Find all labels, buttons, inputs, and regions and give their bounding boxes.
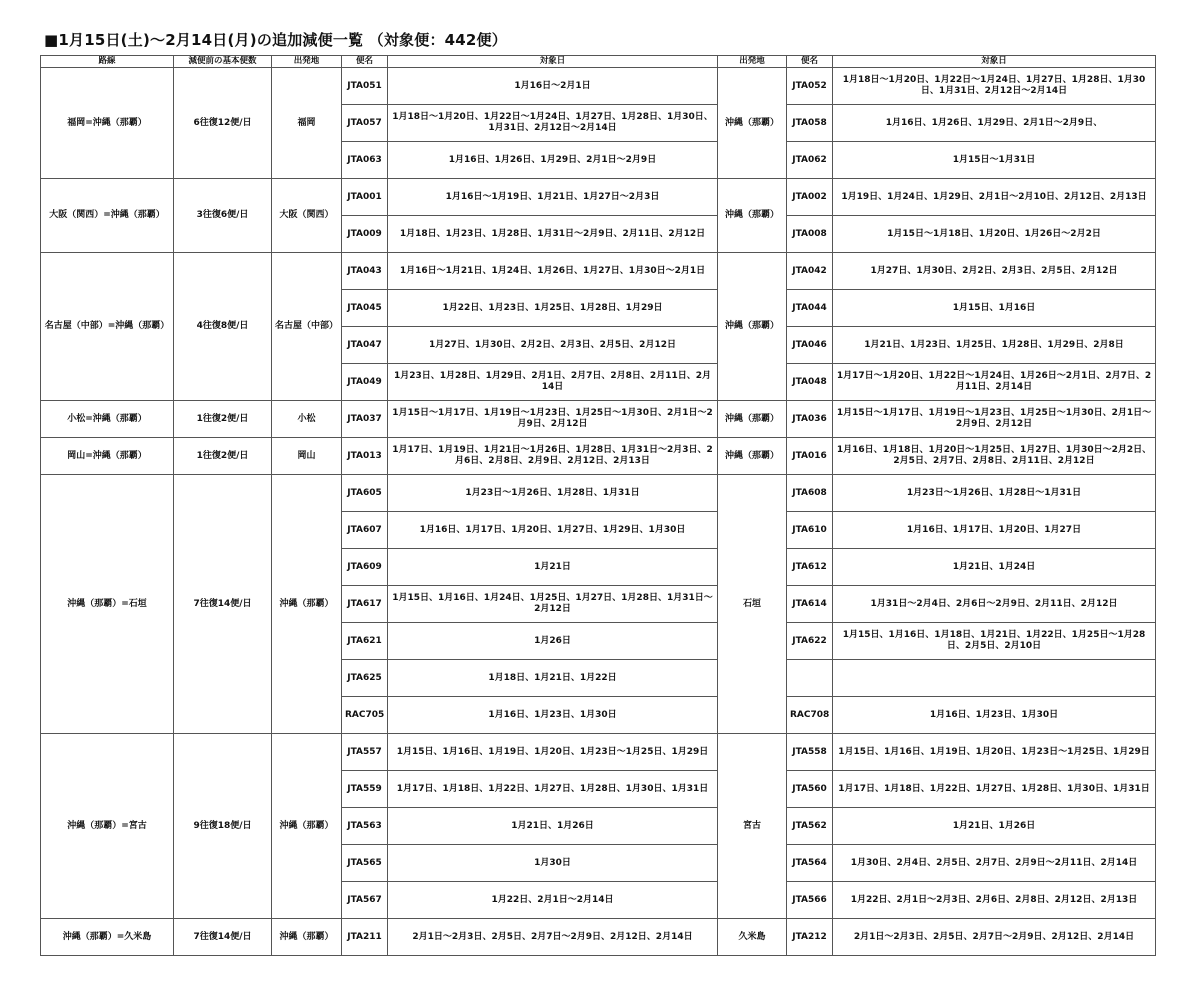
flight-return: JTA562: [787, 808, 833, 845]
flight-reduction-table: [40, 55, 1156, 956]
dates-return: 1月27日、1月30日、2月2日、2月3日、2月5日、2月12日: [833, 253, 1156, 290]
dates-return: 1月21日、1月24日: [833, 549, 1156, 586]
base-flights: 9往復18便/日: [174, 734, 272, 919]
flight-outbound: JTA567: [342, 882, 388, 919]
flight-outbound: JTA211: [342, 919, 388, 956]
dates-return: 1月18日～1月20日、1月22日～1月24日、1月27日、1月28日、1月30日、1月31日、2月12日～2月14日: [833, 68, 1156, 105]
dates-outbound: 1月22日、2月1日～2月14日: [388, 882, 718, 919]
dates-outbound: 1月16日、1月23日、1月30日: [388, 697, 718, 734]
base-flights: 6往復12便/日: [174, 68, 272, 179]
dates-outbound: 1月23日、1月28日、1月29日、2月1日、2月7日、2月8日、2月11日、2月14日: [388, 364, 718, 401]
flight-return: [787, 660, 833, 697]
flight-return: JTA608: [787, 475, 833, 512]
route-name: 福岡=沖縄（那覇）: [41, 68, 174, 179]
dates-outbound: 1月16日、1月26日、1月29日、2月1日～2月9日: [388, 142, 718, 179]
dates-return: 2月1日～2月3日、2月5日、2月7日～2月9日、2月12日、2月14日: [833, 919, 1156, 956]
dates-return: 1月15日～1月18日、1月20日、1月26日～2月2日: [833, 216, 1156, 253]
dates-outbound: 1月15日～1月17日、1月19日～1月23日、1月25日～1月30日、2月1日～2月9日、2月12日: [388, 401, 718, 438]
flight-return: JTA612: [787, 549, 833, 586]
header-origin-return: 出発地: [718, 56, 787, 68]
flight-return: JTA614: [787, 586, 833, 623]
flight-outbound: JTA063: [342, 142, 388, 179]
dates-return: 1月15日、1月16日、1月18日、1月21日、1月22日、1月25日～1月28日、2月5日、2月10日: [833, 623, 1156, 660]
flight-outbound: JTA013: [342, 438, 388, 475]
flight-return: JTA048: [787, 364, 833, 401]
dates-return: 1月16日、1月18日、1月20日～1月25日、1月27日、1月30日～2月2日、2月5日、2月7日、2月8日、2月11日、2月12日: [833, 438, 1156, 475]
flight-return: JTA036: [787, 401, 833, 438]
flight-outbound: JTA621: [342, 623, 388, 660]
flight-outbound: JTA625: [342, 660, 388, 697]
base-flights: 1往復2便/日: [174, 438, 272, 475]
header-row: [41, 56, 1156, 68]
flight-outbound: JTA559: [342, 771, 388, 808]
flight-outbound: JTA043: [342, 253, 388, 290]
origin-return: 沖縄（那覇）: [718, 68, 787, 179]
origin-return: 沖縄（那覇）: [718, 438, 787, 475]
dates-outbound: 1月16日、1月17日、1月20日、1月27日、1月29日、1月30日: [388, 512, 718, 549]
header-dates-return: 対象日: [833, 56, 1156, 68]
flight-return: JTA622: [787, 623, 833, 660]
route-name: 沖縄（那覇）=久米島: [41, 919, 174, 956]
dates-outbound: 1月16日～1月21日、1月24日、1月26日、1月27日、1月30日～2月1日: [388, 253, 718, 290]
flight-return: JTA044: [787, 290, 833, 327]
dates-return: 1月19日、1月24日、1月29日、2月1日～2月10日、2月12日、2月13日: [833, 179, 1156, 216]
header-origin-outbound: 出発地: [272, 56, 342, 68]
origin-outbound: 岡山: [272, 438, 342, 475]
flight-return: JTA046: [787, 327, 833, 364]
header-flight-return: 便名: [787, 56, 833, 68]
flight-return: JTA560: [787, 771, 833, 808]
header-base-flights: 減便前の基本便数: [174, 56, 272, 68]
dates-return: 1月16日、1月23日、1月30日: [833, 697, 1156, 734]
flight-return: RAC708: [787, 697, 833, 734]
dates-outbound: 1月21日: [388, 549, 718, 586]
flight-outbound: JTA047: [342, 327, 388, 364]
flight-return: JTA062: [787, 142, 833, 179]
flight-return: JTA212: [787, 919, 833, 956]
origin-return: 久米島: [718, 919, 787, 956]
dates-return: 1月30日、2月4日、2月5日、2月7日、2月9日～2月11日、2月14日: [833, 845, 1156, 882]
route-name: 小松=沖縄（那覇）: [41, 401, 174, 438]
dates-return: 1月17日～1月20日、1月22日～1月24日、1月26日～2月1日、2月7日、2月11日、2月14日: [833, 364, 1156, 401]
dates-return: 1月15日～1月17日、1月19日～1月23日、1月25日～1月30日、2月1日～2月9日、2月12日: [833, 401, 1156, 438]
flight-outbound: JTA009: [342, 216, 388, 253]
dates-outbound: 1月15日、1月16日、1月24日、1月25日、1月27日、1月28日、1月31日～2月12日: [388, 586, 718, 623]
base-flights: 4往復8便/日: [174, 253, 272, 401]
flight-return: JTA058: [787, 105, 833, 142]
flight-outbound: JTA051: [342, 68, 388, 105]
origin-outbound: 福岡: [272, 68, 342, 179]
table-row: [41, 253, 1156, 290]
flight-outbound: JTA001: [342, 179, 388, 216]
flight-return: JTA610: [787, 512, 833, 549]
flight-outbound: JTA605: [342, 475, 388, 512]
origin-outbound: 大阪（関西）: [272, 179, 342, 253]
table-row: [41, 919, 1156, 956]
table-row: [41, 734, 1156, 771]
flight-return: JTA558: [787, 734, 833, 771]
flight-return: JTA564: [787, 845, 833, 882]
dates-return: 1月17日、1月18日、1月22日、1月27日、1月28日、1月30日、1月31日: [833, 771, 1156, 808]
dates-outbound: 1月21日、1月26日: [388, 808, 718, 845]
origin-outbound: 沖縄（那覇）: [272, 475, 342, 734]
base-flights: 3往復6便/日: [174, 179, 272, 253]
flight-outbound: JTA045: [342, 290, 388, 327]
dates-outbound: 1月16日～2月1日: [388, 68, 718, 105]
dates-return: 1月15日、1月16日、1月19日、1月20日、1月23日～1月25日、1月29日: [833, 734, 1156, 771]
dates-outbound: 1月30日: [388, 845, 718, 882]
flight-outbound: JTA607: [342, 512, 388, 549]
table-row: [41, 68, 1156, 105]
flight-return: JTA566: [787, 882, 833, 919]
route-name: 大阪（関西）=沖縄（那覇）: [41, 179, 174, 253]
route-name: 名古屋（中部）=沖縄（那覇）: [41, 253, 174, 401]
origin-return: 沖縄（那覇）: [718, 179, 787, 253]
origin-return: 沖縄（那覇）: [718, 401, 787, 438]
dates-outbound: 1月26日: [388, 623, 718, 660]
flight-return: JTA002: [787, 179, 833, 216]
table-row: [41, 475, 1156, 512]
dates-return: 1月15日、1月16日: [833, 290, 1156, 327]
origin-outbound: 名古屋（中部）: [272, 253, 342, 401]
dates-outbound: 1月18日、1月23日、1月28日、1月31日～2月9日、2月11日、2月12日: [388, 216, 718, 253]
route-name: 沖縄（那覇）=石垣: [41, 475, 174, 734]
dates-outbound: 1月17日、1月19日、1月21日～1月26日、1月28日、1月31日～2月3日、2月6日、2月8日、2月9日、2月12日、2月13日: [388, 438, 718, 475]
dates-return: 1月31日～2月4日、2月6日～2月9日、2月11日、2月12日: [833, 586, 1156, 623]
dates-outbound: 1月18日、1月21日、1月22日: [388, 660, 718, 697]
flight-outbound: JTA049: [342, 364, 388, 401]
flight-outbound: JTA609: [342, 549, 388, 586]
dates-outbound: 1月23日～1月26日、1月28日、1月31日: [388, 475, 718, 512]
dates-return: 1月16日、1月26日、1月29日、2月1日～2月9日、: [833, 105, 1156, 142]
dates-outbound: 1月22日、1月23日、1月25日、1月28日、1月29日: [388, 290, 718, 327]
origin-return: 宮古: [718, 734, 787, 919]
flight-outbound: JTA617: [342, 586, 388, 623]
dates-outbound: 1月16日～1月19日、1月21日、1月27日～2月3日: [388, 179, 718, 216]
dates-outbound: 1月18日～1月20日、1月22日～1月24日、1月27日、1月28日、1月30日、1月31日、2月12日～2月14日: [388, 105, 718, 142]
dates-outbound: 2月1日～2月3日、2月5日、2月7日～2月9日、2月12日、2月14日: [388, 919, 718, 956]
flight-outbound: RAC705: [342, 697, 388, 734]
dates-return: 1月15日～1月31日: [833, 142, 1156, 179]
dates-return: 1月23日～1月26日、1月28日～1月31日: [833, 475, 1156, 512]
dates-return: 1月21日、1月23日、1月25日、1月28日、1月29日、2月8日: [833, 327, 1156, 364]
flight-outbound: JTA557: [342, 734, 388, 771]
header-route: 路線: [41, 56, 174, 68]
flight-outbound: JTA563: [342, 808, 388, 845]
base-flights: 7往復14便/日: [174, 475, 272, 734]
flight-outbound: JTA057: [342, 105, 388, 142]
base-flights: 7往復14便/日: [174, 919, 272, 956]
dates-outbound: 1月17日、1月18日、1月22日、1月27日、1月28日、1月30日、1月31日: [388, 771, 718, 808]
table-row: [41, 401, 1156, 438]
header-flight-outbound: 便名: [342, 56, 388, 68]
header-dates-outbound: 対象日: [388, 56, 718, 68]
flight-return: JTA042: [787, 253, 833, 290]
origin-return: 沖縄（那覇）: [718, 253, 787, 401]
origin-return: 石垣: [718, 475, 787, 734]
flight-outbound: JTA565: [342, 845, 388, 882]
flight-outbound: JTA037: [342, 401, 388, 438]
table-body: [41, 68, 1156, 956]
dates-return: 1月16日、1月17日、1月20日、1月27日: [833, 512, 1156, 549]
table-row: [41, 179, 1156, 216]
dates-return: 1月21日、1月26日: [833, 808, 1156, 845]
flight-return: JTA016: [787, 438, 833, 475]
dates-outbound: 1月15日、1月16日、1月19日、1月20日、1月23日～1月25日、1月29日: [388, 734, 718, 771]
dates-outbound: 1月27日、1月30日、2月2日、2月3日、2月5日、2月12日: [388, 327, 718, 364]
base-flights: 1往復2便/日: [174, 401, 272, 438]
dates-return: 1月22日、2月1日～2月3日、2月6日、2月8日、2月12日、2月13日: [833, 882, 1156, 919]
origin-outbound: 沖縄（那覇）: [272, 919, 342, 956]
route-name: 岡山=沖縄（那覇）: [41, 438, 174, 475]
flight-return: JTA052: [787, 68, 833, 105]
origin-outbound: 沖縄（那覇）: [272, 734, 342, 919]
table-row: [41, 438, 1156, 475]
dates-return: [833, 660, 1156, 697]
flight-return: JTA008: [787, 216, 833, 253]
origin-outbound: 小松: [272, 401, 342, 438]
route-name: 沖縄（那覇）=宮古: [41, 734, 174, 919]
page-title: ■1月15日(土)～2月14日(月)の追加減便一覧 （対象便：442便）: [44, 31, 507, 49]
